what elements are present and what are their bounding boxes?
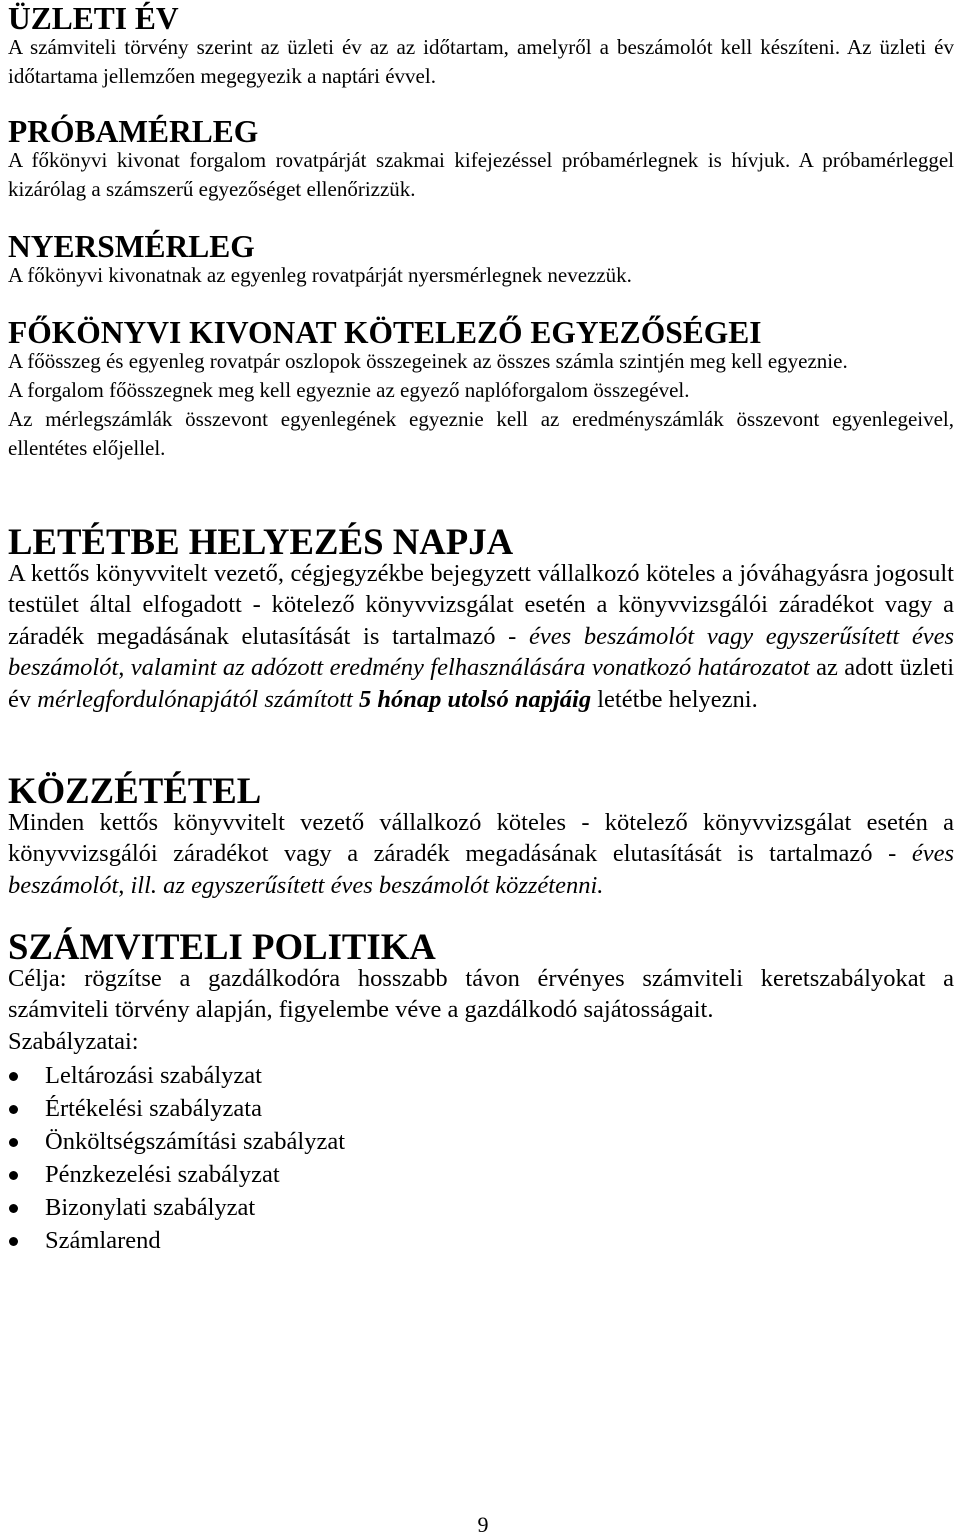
list-item (8, 1059, 345, 1092)
bullet-icon (9, 1072, 18, 1081)
section-title: KÖZZÉTÉTEL (8, 770, 262, 811)
text-run: az adott üzleti év (8, 654, 955, 713)
section-title: FŐKÖNYVI KIVONAT KÖTELEZŐ EGYEZŐSÉGEI (8, 315, 762, 350)
bullet-icon (9, 1237, 18, 1246)
list-item (8, 1191, 345, 1224)
section-text: A főkönyvi kivonat forgalom rovatpárját szakmai kifejezéssel próbamérlegnek is hívjuk. A próbamérleggel kizárólag a számszerű egyezőséget ellenőrizzük. (8, 148, 954, 201)
section-kozzetetel (8, 770, 954, 901)
section-paragraph: A főösszeg és egyenleg rovatpár oszlopok összegeinek az összes számla szintjén meg kell egyeznie. (8, 349, 848, 373)
section-title: SZÁMVITELI POLITIKA (8, 926, 436, 967)
section-paragraph: Az mérlegszámlák összevont egyenlegének egyeznie kell az eredményszámlák összevont egyenlegeivel, ellentétes előjellel. (8, 407, 954, 460)
text-run: letétbe helyezni. (591, 685, 758, 713)
text-run-italic: éves beszámolót vagy egyszerűsített éves beszámolót, valamint az adózott eredmény felhasználására vonatkozó határozatot (8, 622, 954, 681)
section-title: LETÉTBE HELYEZÉS NAPJA (8, 521, 514, 562)
section-title: PRÓBAMÉRLEG (8, 114, 259, 149)
list-label: Szabályzatai: (8, 1027, 139, 1055)
section-paragraph: A forgalom főösszegnek meg kell egyeznie az egyező naplóforgalom összegével. (8, 378, 690, 402)
list-item (8, 1125, 345, 1158)
policy-list (8, 1059, 345, 1257)
section-text: A számviteli törvény szerint az üzleti év az az időtartam, amelyről a beszámolót kell készíteni. Az üzleti év időtartama jellemzően megegyezik a naptári évvel. (8, 35, 954, 88)
text-run: Minden kettős könyvvitelt vezető vállalkozó köteles - kötelező könyvvizsgálat esetén a könyvvizsgálói záradékot vagy a záradék megadásának elutasítását is tartalmazó - (8, 808, 954, 867)
list-item-label: Önköltségszámítási szabályzat (45, 1128, 346, 1155)
section-fokonyvi-kivonat (8, 315, 954, 463)
list-item-label: Értékelési szabályzata (45, 1095, 262, 1122)
section-text: Célja: rögzítse a gazdálkodóra hosszabb távon érvényes számviteli keretszabályokat a számviteli törvény alapján, figyelembe véve a gazdálkodó sajátosságait. (8, 964, 954, 1023)
section-letetbe-helyezes (8, 521, 955, 715)
bullet-icon (9, 1171, 18, 1180)
section-nyersmerleg (8, 229, 954, 290)
text-run: A kettős könyvvitelt vezető, cégjegyzékbe bejegyzett vállalkozó köteles a jóváhagyásra jogosult testület által elfogadott - kötelező könyvvizsgálat esetén a könyvvizsgálói záradékot vagy a záradék megadásának elutasítását is tartalmazó - (8, 559, 954, 650)
list-item (8, 1092, 345, 1125)
text-run-bold-italic: 5 hónap utolsó napjáig (358, 685, 592, 713)
list-item-label: Leltározási szabályzat (45, 1062, 262, 1089)
list-item-label: Pénzkezelési szabályzat (45, 1161, 280, 1188)
section-probamerleg (8, 114, 954, 204)
text-run-italic: mérlegfordulónapjától számított (37, 685, 359, 713)
section-uzleti-ev (8, 1, 954, 91)
list-item-label: Számlarend (45, 1227, 161, 1254)
section-szamviteli-politika (8, 926, 954, 1057)
text-run-italic: éves beszámolót, ill. az egyszerűsített éves beszámolót közzétenni. (8, 840, 954, 899)
list-item (8, 1158, 345, 1191)
section-title: NYERSMÉRLEG (8, 229, 255, 264)
section-text (8, 558, 954, 716)
page-number: 9 (477, 1512, 489, 1537)
section-text (8, 807, 954, 902)
list-item-label: Bizonylati szabályzat (45, 1194, 256, 1221)
list-item (8, 1224, 345, 1257)
section-text: A főkönyvi kivonatnak az egyenleg rovatpárját nyersmérlegnek nevezzük. (8, 263, 632, 287)
bullet-icon (9, 1204, 18, 1213)
bullet-icon (9, 1138, 18, 1147)
section-title: ÜZLETI ÉV (8, 1, 179, 36)
bullet-icon (9, 1105, 18, 1114)
